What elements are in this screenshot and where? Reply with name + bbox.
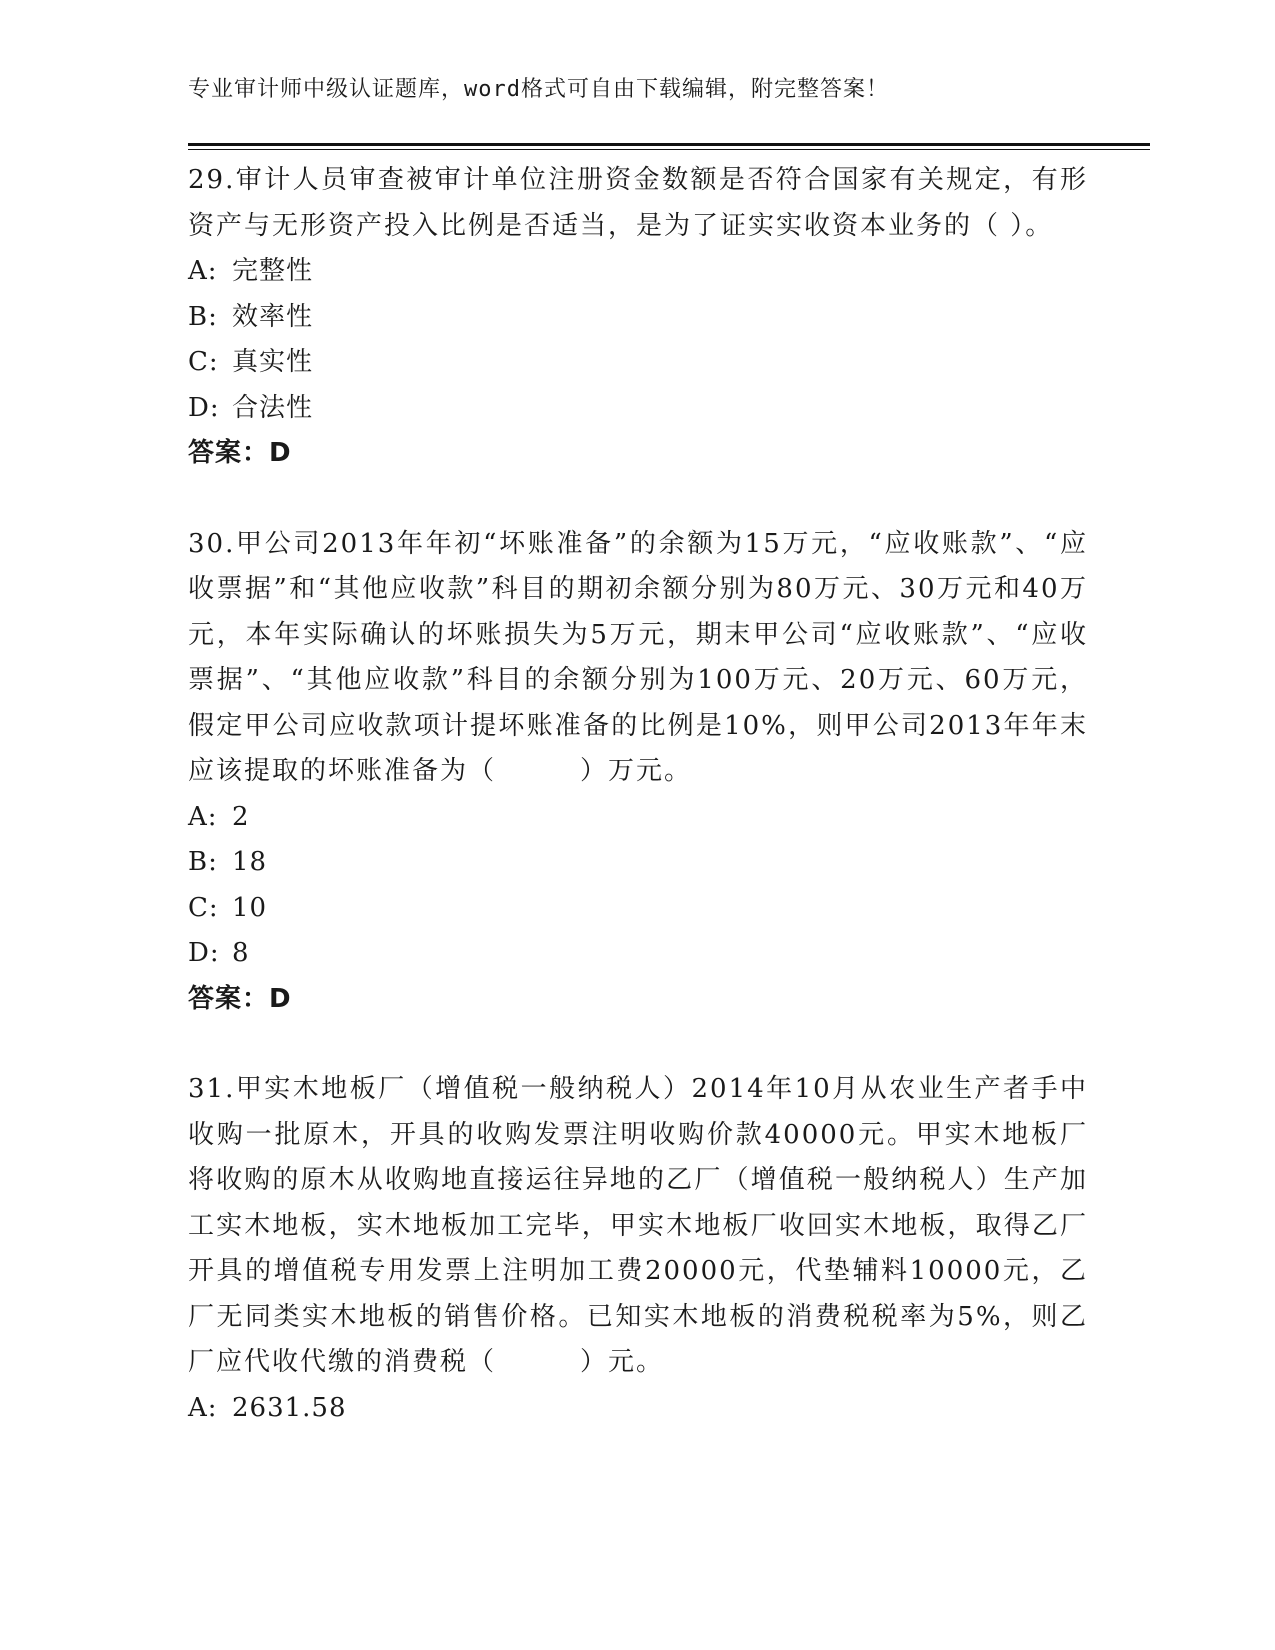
- option-letter: A:: [188, 256, 218, 286]
- option-d: [188, 931, 1088, 977]
- option-letter: D:: [188, 938, 220, 968]
- question-29: [188, 158, 1088, 477]
- option-text: 完整性: [232, 256, 314, 286]
- option-a: [188, 795, 1088, 841]
- option-b: [188, 295, 1088, 341]
- option-text: 10: [232, 892, 268, 923]
- option-letter: B:: [188, 847, 218, 877]
- option-a: [188, 249, 1088, 295]
- answer-line: 答案：D: [188, 438, 292, 468]
- option-letter: C:: [188, 892, 219, 923]
- option-b: [188, 840, 1088, 886]
- page-header: 专业审计师中级认证题库，word格式可自由下载编辑，附完整答案！: [188, 77, 889, 102]
- option-text: 效率性: [232, 301, 314, 332]
- option-text: 合法性: [232, 392, 314, 423]
- option-letter: D:: [188, 392, 220, 423]
- option-letter: B:: [188, 301, 218, 332]
- option-letter: A:: [188, 801, 218, 832]
- question-30: [188, 522, 1088, 1023]
- question-stem: 31.甲实木地板厂（增值税一般纳税人）2014年10月从农业生产者手中收购一批原木，开具的收购发票注明收购价款40000元。甲实木地板厂将收购的原木从收购地直接运往异地的乙厂（增值税一般纳税人）生产加工实木地板，实木地板加工完毕，甲实木地板厂收回实木地板，取得乙厂开具的增值税专用发票上注明加工费20000元，代垫辅料10000元，乙厂无同类实木地板的销售价格。已知实木地板的消费税税率为5%，则乙厂应代收代缴的消费税（ ）元。: [188, 1074, 1088, 1377]
- option-a: [188, 1386, 1088, 1432]
- option-text: 2631.58: [232, 1392, 347, 1423]
- answer-line: 答案：D: [188, 983, 292, 1014]
- question-31: [188, 1067, 1088, 1431]
- option-c: [188, 886, 1088, 932]
- option-text: 真实性: [232, 347, 314, 377]
- question-stem: 30.甲公司2013年年初“坏账准备”的余额为15万元，“应收账款”、“应收票据”和“其他应收款”科目的期初余额分别为80万元、30万元和40万元，本年实际确认的坏账损失为5万元，期末甲公司“应收账款”、“应收票据”、“其他应收款”科目的余额分别为100万元、20万元、60万元，假定甲公司应收款项计提坏账准备的比例是10%，则甲公司2013年年末应该提取的坏账准备为（ ）万元。: [188, 528, 1088, 786]
- question-spacer: [188, 1022, 1088, 1067]
- option-text: 2: [232, 801, 250, 832]
- option-letter: C:: [188, 347, 219, 377]
- option-letter: A:: [188, 1392, 218, 1423]
- option-d: [188, 386, 1088, 432]
- header-divider-thick: [188, 143, 1150, 146]
- option-text: 18: [232, 847, 268, 877]
- question-list: [188, 158, 1088, 1431]
- question-stem: 29.审计人员审查被审计单位注册资金数额是否符合国家有关规定，有形资产与无形资产投入比例是否适当，是为了证实实收资本业务的（ ）。: [188, 165, 1088, 241]
- question-spacer: [188, 477, 1088, 522]
- option-text: 8: [232, 938, 250, 968]
- header-divider-thin: [188, 149, 1150, 150]
- option-c: [188, 340, 1088, 386]
